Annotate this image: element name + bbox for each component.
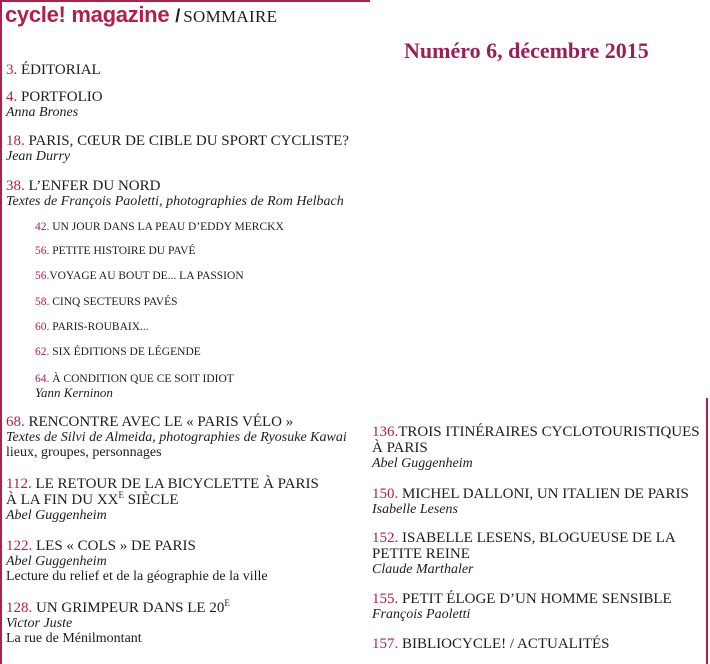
entry-author: Abel Guggenheim [372, 456, 473, 471]
toc-subentry[interactable] [35, 345, 201, 359]
entry-title: PORTFOLIO [21, 89, 103, 105]
page-number: 112. [6, 476, 32, 492]
entry-author: Textes de Silvi de Almeida, photographies de Ryosuke Kawai [6, 430, 347, 445]
entry-title: PETITE HISTOIRE DU PAVÉ [52, 245, 196, 257]
entry-title: PARIS, CŒUR DE CIBLE DU SPORT CYCLISTE? [28, 133, 349, 149]
page-number: 58. [35, 296, 50, 308]
entry-description: lieux, groupes, personnages [6, 445, 162, 460]
left-rule [0, 0, 2, 664]
entry-author: François Paoletti [372, 607, 471, 622]
entry-title: LES « COLS » DE PARIS [36, 538, 196, 554]
toc-entry[interactable] [6, 476, 319, 523]
toc-subentry[interactable] [35, 269, 244, 283]
entry-author: Textes de François Paoletti, photographies de Rom Helbach [6, 194, 344, 209]
toc-entry[interactable] [372, 424, 700, 471]
entry-title: MICHEL DALLONI, UN ITALIEN DE PARIS [402, 486, 689, 502]
magazine-name: cycle! magazine [5, 2, 170, 27]
entry-author: Isabelle Lesens [372, 502, 458, 517]
entry-description: La rue de Ménilmontant [6, 631, 142, 646]
entry-title: PARIS-ROUBAIX... [52, 321, 149, 333]
toc-subentry[interactable] [35, 372, 234, 400]
page-number: 4. [6, 89, 18, 105]
superscript: E [224, 598, 230, 608]
superscript: E [118, 490, 124, 500]
entry-author: Yann Kerninon [35, 385, 113, 400]
entry-title: BIBLIOCYCLE! / ACTUALITÉS [402, 636, 610, 652]
entry-title: UN GRIMPEUR DANS LE 20 [36, 600, 225, 616]
toc-entry[interactable] [6, 62, 101, 78]
toc-entry[interactable] [372, 486, 689, 517]
right-rule [706, 398, 708, 664]
page-number: 3. [6, 62, 18, 78]
entry-author: Jean Durry [6, 149, 71, 164]
page-number: 18. [6, 133, 25, 149]
entry-title-line2: À PARIS [372, 440, 428, 456]
page-number: 128. [6, 600, 33, 616]
entry-title-line2: PETITE REINE [372, 546, 470, 562]
page-number: 150. [372, 486, 399, 502]
toc-subentry[interactable] [35, 244, 195, 258]
entry-title-line2-end: SIÈCLE [124, 492, 179, 508]
page-number: 56. [35, 245, 50, 257]
entry-title: VOYAGE AU BOUT DE... LA PASSION [49, 270, 244, 282]
entry-author: Abel Guggenheim [6, 508, 107, 523]
entry-author: Victor Juste [6, 616, 73, 631]
entry-title: ÉDITORIAL [21, 62, 101, 78]
toc-entry[interactable] [6, 89, 103, 120]
entry-title: LE RETOUR DE LA BICYCLETTE À PARIS [35, 476, 319, 492]
entry-author: Claude Marthaler [372, 562, 474, 577]
page-number: 157. [372, 636, 399, 652]
page-number: 152. [372, 530, 399, 546]
page-number: 64. [35, 373, 50, 385]
entry-title: RENCONTRE AVEC LE « PARIS VÉLO » [28, 414, 294, 430]
entry-description: Lecture du relief et de la géographie de la ville [6, 569, 268, 584]
page-number: 56. [35, 270, 50, 282]
section-title: SOMMAIRE [183, 7, 278, 26]
entry-title: TROIS ITINÉRAIRES CYCLOTOURISTIQUES [398, 424, 700, 440]
header [5, 2, 277, 28]
entry-title: SIX ÉDITIONS DE LÉGENDE [52, 346, 201, 358]
toc-entry[interactable] [6, 178, 344, 209]
page-number: 122. [6, 538, 33, 554]
toc-subentry[interactable] [35, 320, 149, 334]
entry-author: Abel Guggenheim [6, 554, 107, 569]
page-number: 136. [372, 424, 399, 440]
page-number: 62. [35, 346, 50, 358]
toc-entry[interactable] [6, 600, 230, 646]
entry-title: UN JOUR DANS LA PEAU D’EDDY MERCKX [52, 221, 284, 233]
toc-subentry[interactable] [35, 295, 178, 309]
entry-title-line2: À LA FIN DU XX [6, 492, 119, 508]
toc-entry[interactable] [6, 414, 347, 460]
entry-title: À CONDITION QUE CE SOIT IDIOT [52, 373, 234, 385]
toc-entry[interactable] [372, 591, 672, 622]
page-number: 68. [6, 414, 25, 430]
page-number: 60. [35, 321, 50, 333]
entry-title: CINQ SECTEURS PAVÉS [52, 296, 178, 308]
page-number: 155. [372, 591, 399, 607]
toc-subentry[interactable] [35, 220, 284, 234]
toc-entry[interactable] [372, 636, 610, 652]
page-number: 38. [6, 178, 25, 194]
entry-title: ISABELLE LESENS, BLOGUEUSE DE LA [402, 530, 676, 546]
toc-entry[interactable] [6, 538, 268, 584]
header-separator: / [175, 6, 181, 26]
entry-author: Anna Brones [6, 105, 79, 120]
toc-entry[interactable] [6, 133, 349, 164]
entry-title: L’ENFER DU NORD [28, 178, 161, 194]
entry-title: PETIT ÉLOGE D’UN HOMME SENSIBLE [402, 591, 672, 607]
toc-entry[interactable] [372, 530, 676, 577]
page-number: 42. [35, 221, 50, 233]
issue-title: Numéro 6, décembre 2015 [404, 38, 649, 63]
